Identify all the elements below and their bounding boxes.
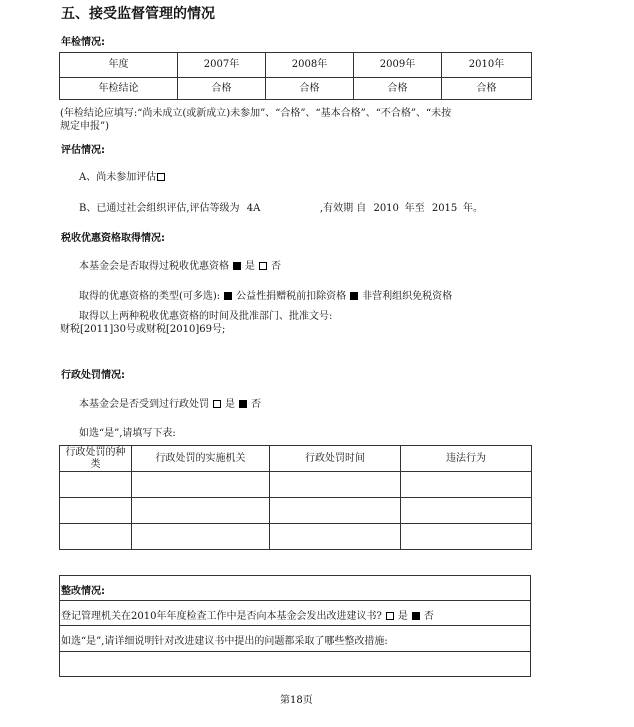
rectify-instruction: 如选“是”,请详细说明针对改进建议书中提出的问题都采取了哪些整改措施:	[61, 636, 388, 647]
table-cell: 2009年	[354, 53, 442, 78]
rectify-answer-field[interactable]	[60, 652, 530, 676]
year-suffix: 年。	[463, 203, 484, 214]
table-cell[interactable]	[401, 498, 532, 524]
to-label: 年至	[404, 203, 425, 214]
table-header-cell: 行政处罚时间	[270, 446, 401, 472]
tax-q1	[79, 257, 281, 272]
tax-type1-checkbox[interactable]	[224, 292, 232, 300]
option-b-label: B、已通过社会组织评估,评估等级为	[79, 203, 240, 214]
rectify-no-label: 否	[423, 611, 434, 622]
table-row	[60, 446, 532, 472]
penalty-table	[59, 445, 532, 550]
table-cell: 合格	[178, 78, 266, 100]
evaluation-option-a	[79, 168, 169, 183]
table-cell: 2008年	[266, 53, 354, 78]
table-cell[interactable]	[132, 472, 270, 498]
rectify-yes-checkbox[interactable]	[386, 612, 394, 620]
table-row	[60, 498, 532, 524]
penalty-q-label: 本基金会是否受到过行政处罚	[79, 399, 209, 410]
page-number: 第18页	[280, 695, 313, 706]
table-header-cell: 行政处罚的种类	[60, 446, 132, 472]
table-cell: 2007年	[178, 53, 266, 78]
annual-check-note-line2: 规定申报”)	[60, 121, 110, 132]
table-cell[interactable]	[60, 472, 132, 498]
table-cell[interactable]	[401, 524, 532, 550]
table-cell: 2010年	[442, 53, 532, 78]
table-row	[60, 78, 532, 100]
table-row	[60, 472, 532, 498]
table-row	[60, 53, 532, 78]
table-cell[interactable]	[60, 498, 132, 524]
tax-q2-label: 取得的优惠资格的类型(可多选):	[79, 291, 221, 302]
table-row	[60, 524, 532, 550]
table-header-cell: 行政处罚的实施机关	[132, 446, 270, 472]
option-a-label: A、尚未参加评估	[79, 172, 157, 183]
annual-check-note-line1: (年检结论应填写:“尚未成立(或新成立)未参加”、“合格”、“基本合格”、“不合格”、“未按	[60, 108, 452, 119]
tax-type1-label: 公益性捐赠税前扣除资格	[236, 291, 347, 302]
rectify-q-label: 登记管理机关在2010年年度检查工作中是否向本基金会发出改进建议书?	[61, 611, 382, 622]
table-cell[interactable]	[132, 524, 270, 550]
table-header-cell: 违法行为	[401, 446, 532, 472]
rectify-question	[61, 607, 434, 622]
table-cell[interactable]	[132, 498, 270, 524]
evaluation-grade: 4A	[246, 203, 261, 214]
annual-check-heading: 年检情况:	[61, 37, 105, 48]
evaluation-heading: 评估情况:	[61, 145, 105, 156]
table-cell[interactable]	[270, 524, 401, 550]
table-cell[interactable]	[60, 524, 132, 550]
tax-no-label: 否	[271, 261, 281, 272]
table-cell[interactable]	[270, 472, 401, 498]
tax-no-checkbox[interactable]	[259, 262, 267, 270]
penalty-no-label: 否	[251, 399, 261, 410]
table-cell[interactable]	[401, 472, 532, 498]
penalty-yes-checkbox[interactable]	[213, 400, 221, 408]
table-cell: 合格	[354, 78, 442, 100]
annual-check-table	[59, 52, 532, 100]
year-from: 2010	[373, 203, 399, 214]
rectify-no-checkbox[interactable]	[412, 612, 420, 620]
rectify-yes-label: 是	[397, 611, 408, 622]
tax-type2-checkbox[interactable]	[350, 292, 358, 300]
rectify-heading: 整改情况:	[61, 586, 105, 597]
penalty-instruction: 如选“是”,请填写下表:	[79, 428, 176, 439]
validity-label: ,有效期 自	[319, 203, 367, 214]
tax-answer: 财税[2011]30号或财税[2010]69号;	[60, 324, 226, 335]
option-a-checkbox[interactable]	[157, 173, 165, 181]
tax-type2-label: 非营利组织免税资格	[362, 291, 453, 302]
rectify-divider	[59, 625, 531, 626]
tax-heading: 税收优惠资格取得情况:	[61, 233, 165, 244]
penalty-question	[79, 395, 261, 410]
table-cell: 年度	[60, 53, 178, 78]
penalty-no-checkbox[interactable]	[239, 400, 247, 408]
tax-yes-checkbox[interactable]	[233, 262, 241, 270]
penalty-heading: 行政处罚情况:	[61, 370, 125, 381]
table-cell[interactable]	[270, 498, 401, 524]
table-cell: 合格	[442, 78, 532, 100]
penalty-yes-label: 是	[225, 399, 235, 410]
table-cell: 年检结论	[60, 78, 178, 100]
evaluation-option-b	[79, 199, 483, 214]
tax-q2	[79, 287, 452, 302]
section-title: 五、接受监督管理的情况	[61, 6, 215, 22]
rectify-divider	[59, 600, 531, 601]
tax-q3: 取得以上两种税收优惠资格的时间及批准部门、批准文号:	[79, 311, 333, 322]
year-to: 2015	[431, 203, 458, 214]
table-cell: 合格	[266, 78, 354, 100]
tax-q1-label: 本基金会是否取得过税收优惠资格	[79, 261, 229, 272]
tax-yes-label: 是	[245, 261, 255, 272]
